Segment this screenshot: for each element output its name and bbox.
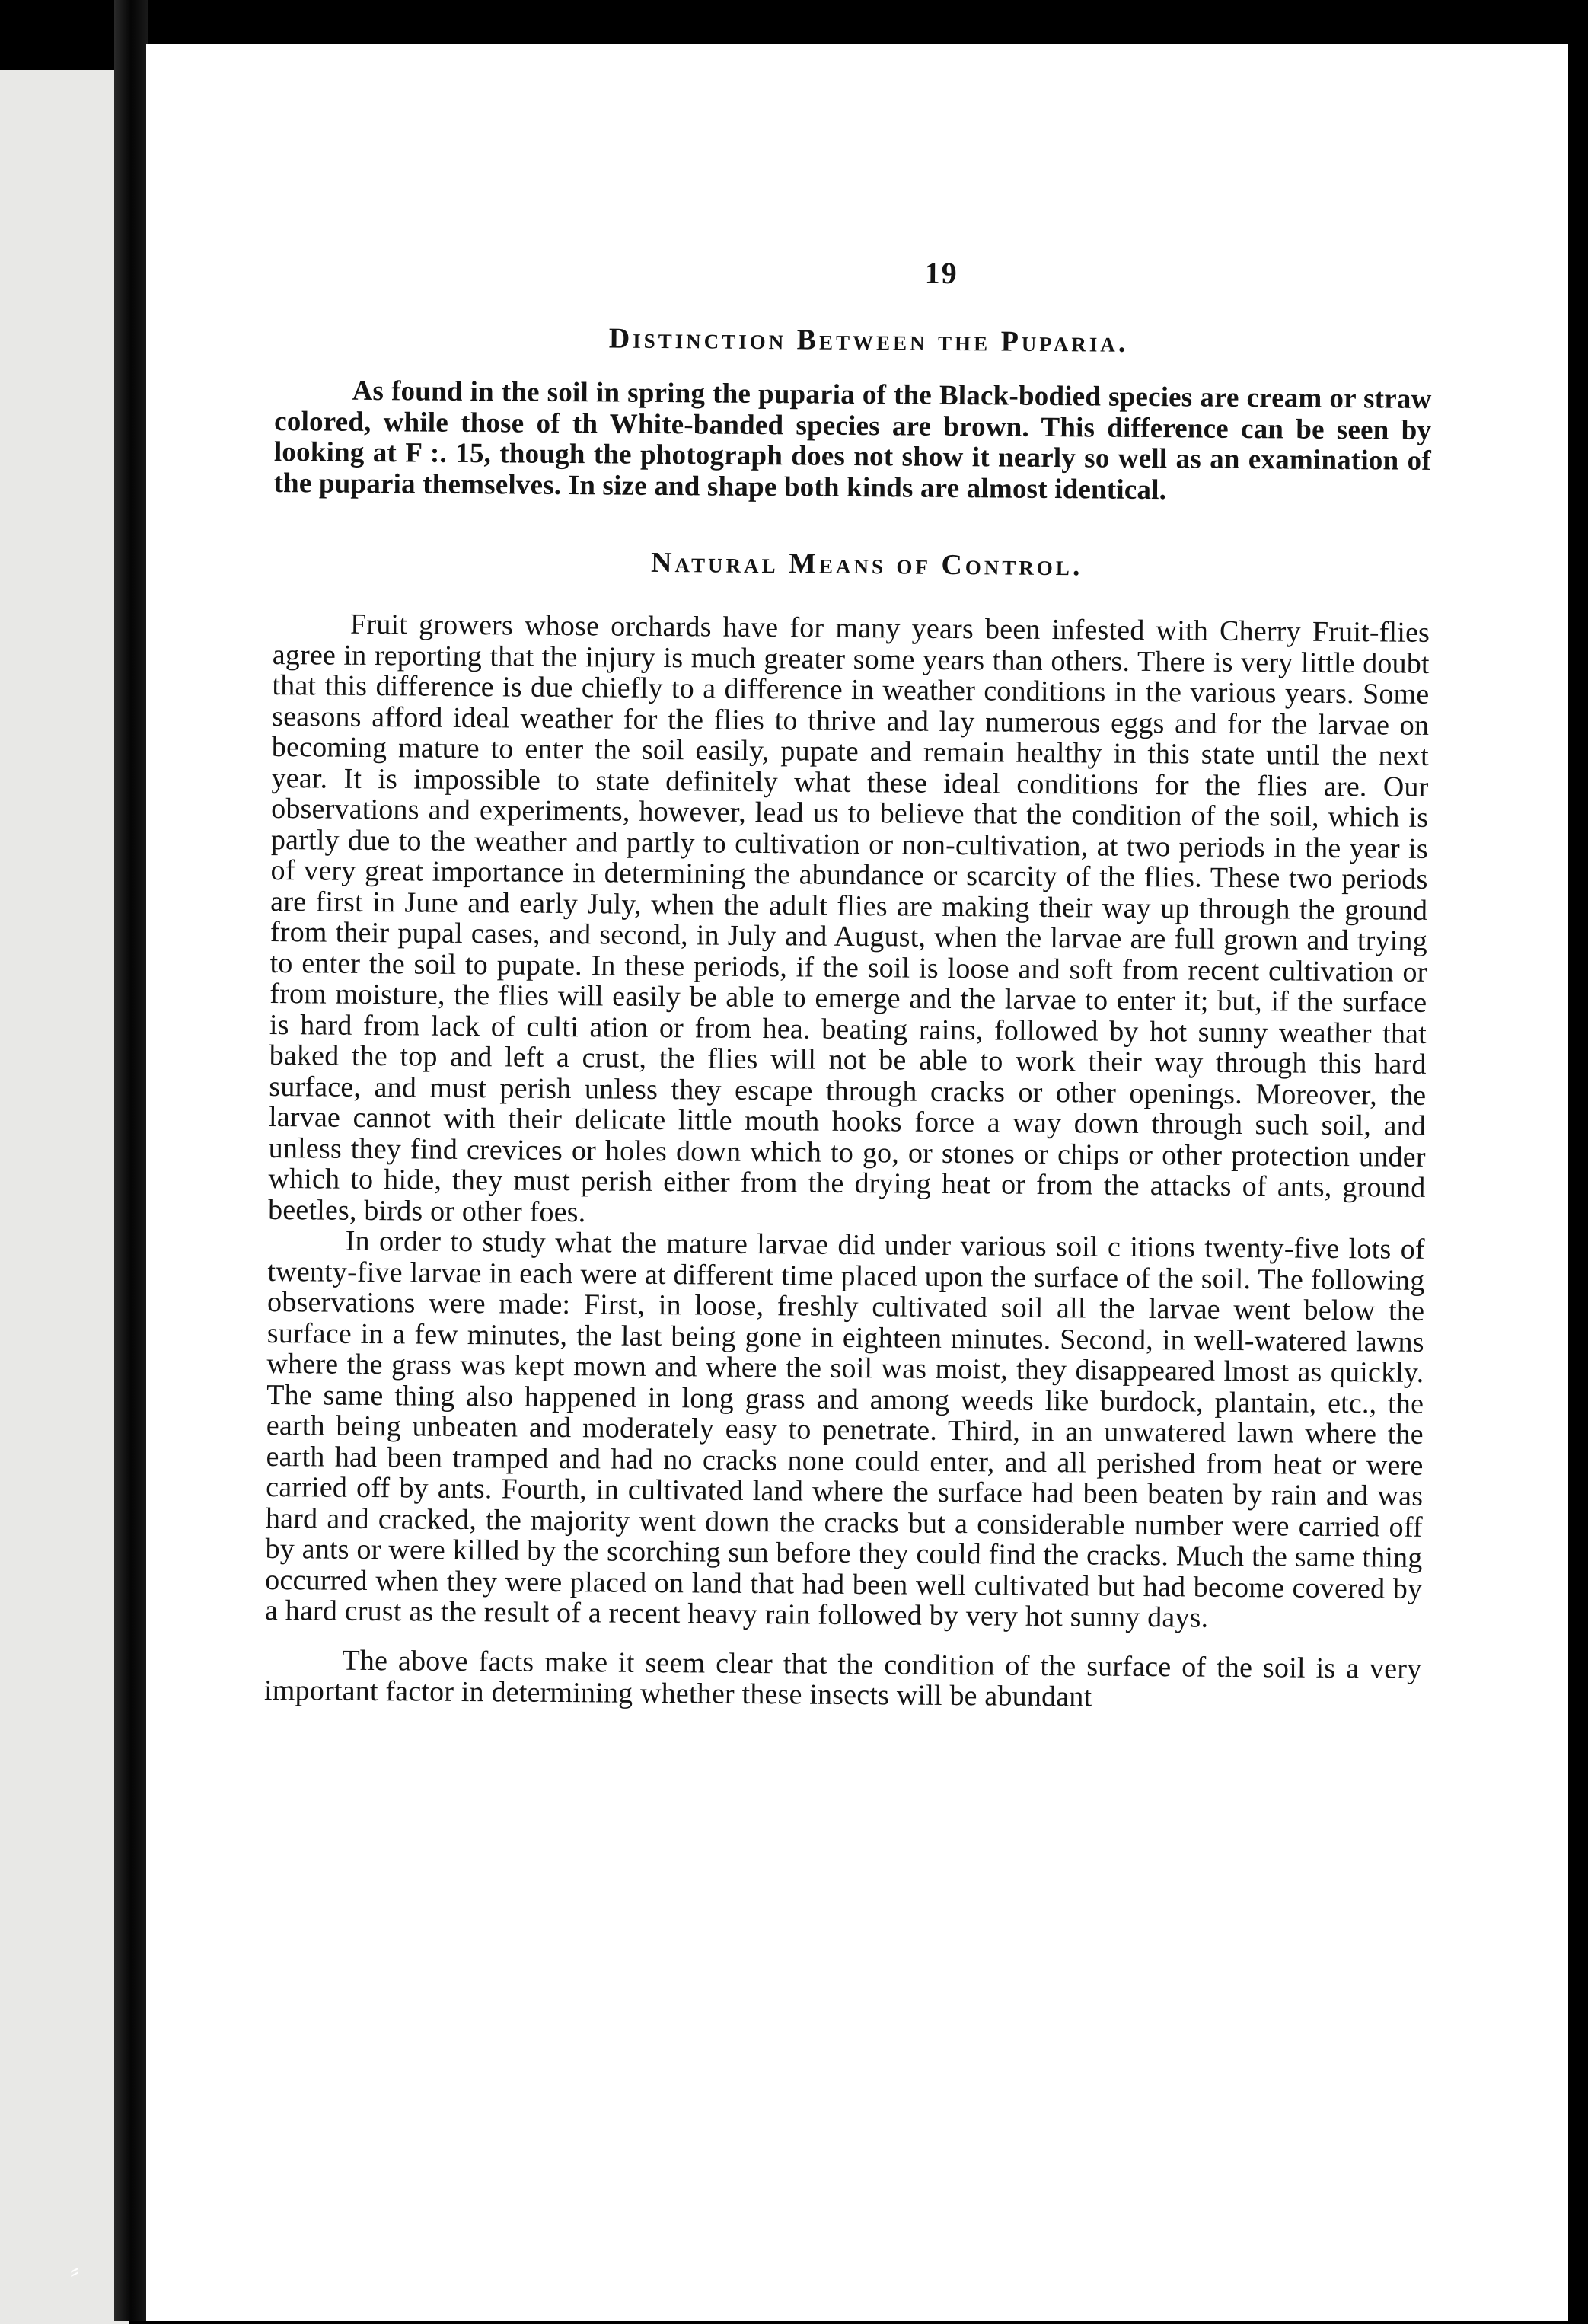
heading-distinction-puparia: Distinction Between the Puparia. <box>608 322 1129 359</box>
book-gutter <box>114 0 148 2321</box>
stray-mark: ⸗ <box>70 2255 79 2285</box>
paragraph-weather-conditions: Fruit growers whose orchards have for many years been infested with Cherry Fruit-flies agree in reporting that the injury is much greater some years than others. There is very little doubt that this difference is due chiefly to a difference in weather conditions in the various years. Some seasons afford ideal weather for the flies to thrive and lay numerous eggs and for the larvae on becoming mature to enter the soil easily, pupate and remain healthy in this state until the next year. It is impossible to state definitely what these ideal conditions for the flies are. Our observations and experiments, however, lead us to believe that the condition of the soil, which is partly due to the weather and partly to cultivation or non-cultivation, at two periods in the year is of very great importance in determining the abundance or scarcity of the flies. These two periods are first in June and early July, when the adult flies are making their way up through the ground from their pupal cases, and second, in July and August, when the larvae are full grown and trying to enter the soil to pupate. In these periods, if the soil is loose and soft from recent cultivation or from moisture, the flies will easily be able to emerge and the larvae to enter it; but, if the surface is hard from lack of culti ation or from hea. beating rains, followed by hot sunny weather that baked the top and left a crust, the flies will not be able to work their way through this hard surface, and must perish unless they escape through cracks or other openings. Moreover, the larvae cannot with their delicate little mouth hooks force a way down through such soil, and unless they find crevices or holes down which to go, or stones or chips or other protection under which to hide, they must perish either from the drying heat or from the attacks of ants, ground beetles, birds or other foes. <box>267 608 1430 1228</box>
heading-natural-control: Natural Means of Control. <box>650 546 1083 583</box>
page-content <box>264 250 1433 1715</box>
paragraph-puparia-color: As found in the soil in spring the puparia of the Black-bodied species are cream or straw colored, while those of th White-banded species are brown. This difference can be seen by looking at F :. 15, though the photograph does not show it nearly so well as an examination of the puparia themselves. In size and shape both kinds are almost identical. <box>273 375 1432 506</box>
left-page-edge <box>0 70 129 2324</box>
paragraph-larvae-experiment: In order to study what the mature larvae did under various soil c itions twenty-five lots of twenty-five larvae in each were at different time placed upon the surface of the soil. The following observations were made: First, in loose, freshly cultivated soil all the larvae went below the surface in a few minutes, the last being gone in eighteen minutes. Second, in well-watered lawns where the grass was kept mown and where the soil was moist, they disappeared lmost as quickly. The same thing also happened in long grass and among weeds like burdock, plantain, etc., the earth being unbeaten and moderately easy to penetrate. Third, in an unwatered lawn where the earth had been tramped and had no cracks none could enter, and all perished from heat or were carried off by ants. Fourth, in cultivated land where the surface had been beaten by rain and was hard and cracked, the majority went down the cracks but a considerable number were carried off by ants or were killed by the scorching sun before they could find the cracks. Much the same thing occurred when they were placed on land that had been well cultivated but had become covered by a hard crust as the result of a recent heavy rain followed by very hot sunny days. <box>264 1224 1425 1634</box>
paragraph-conclusion: The above facts make it seem clear that the condition of the surface of the soil is a very important factor in determining whether these insects will be abundant <box>263 1644 1422 1713</box>
book-page <box>146 44 1568 2321</box>
page-number: 19 <box>924 255 958 291</box>
